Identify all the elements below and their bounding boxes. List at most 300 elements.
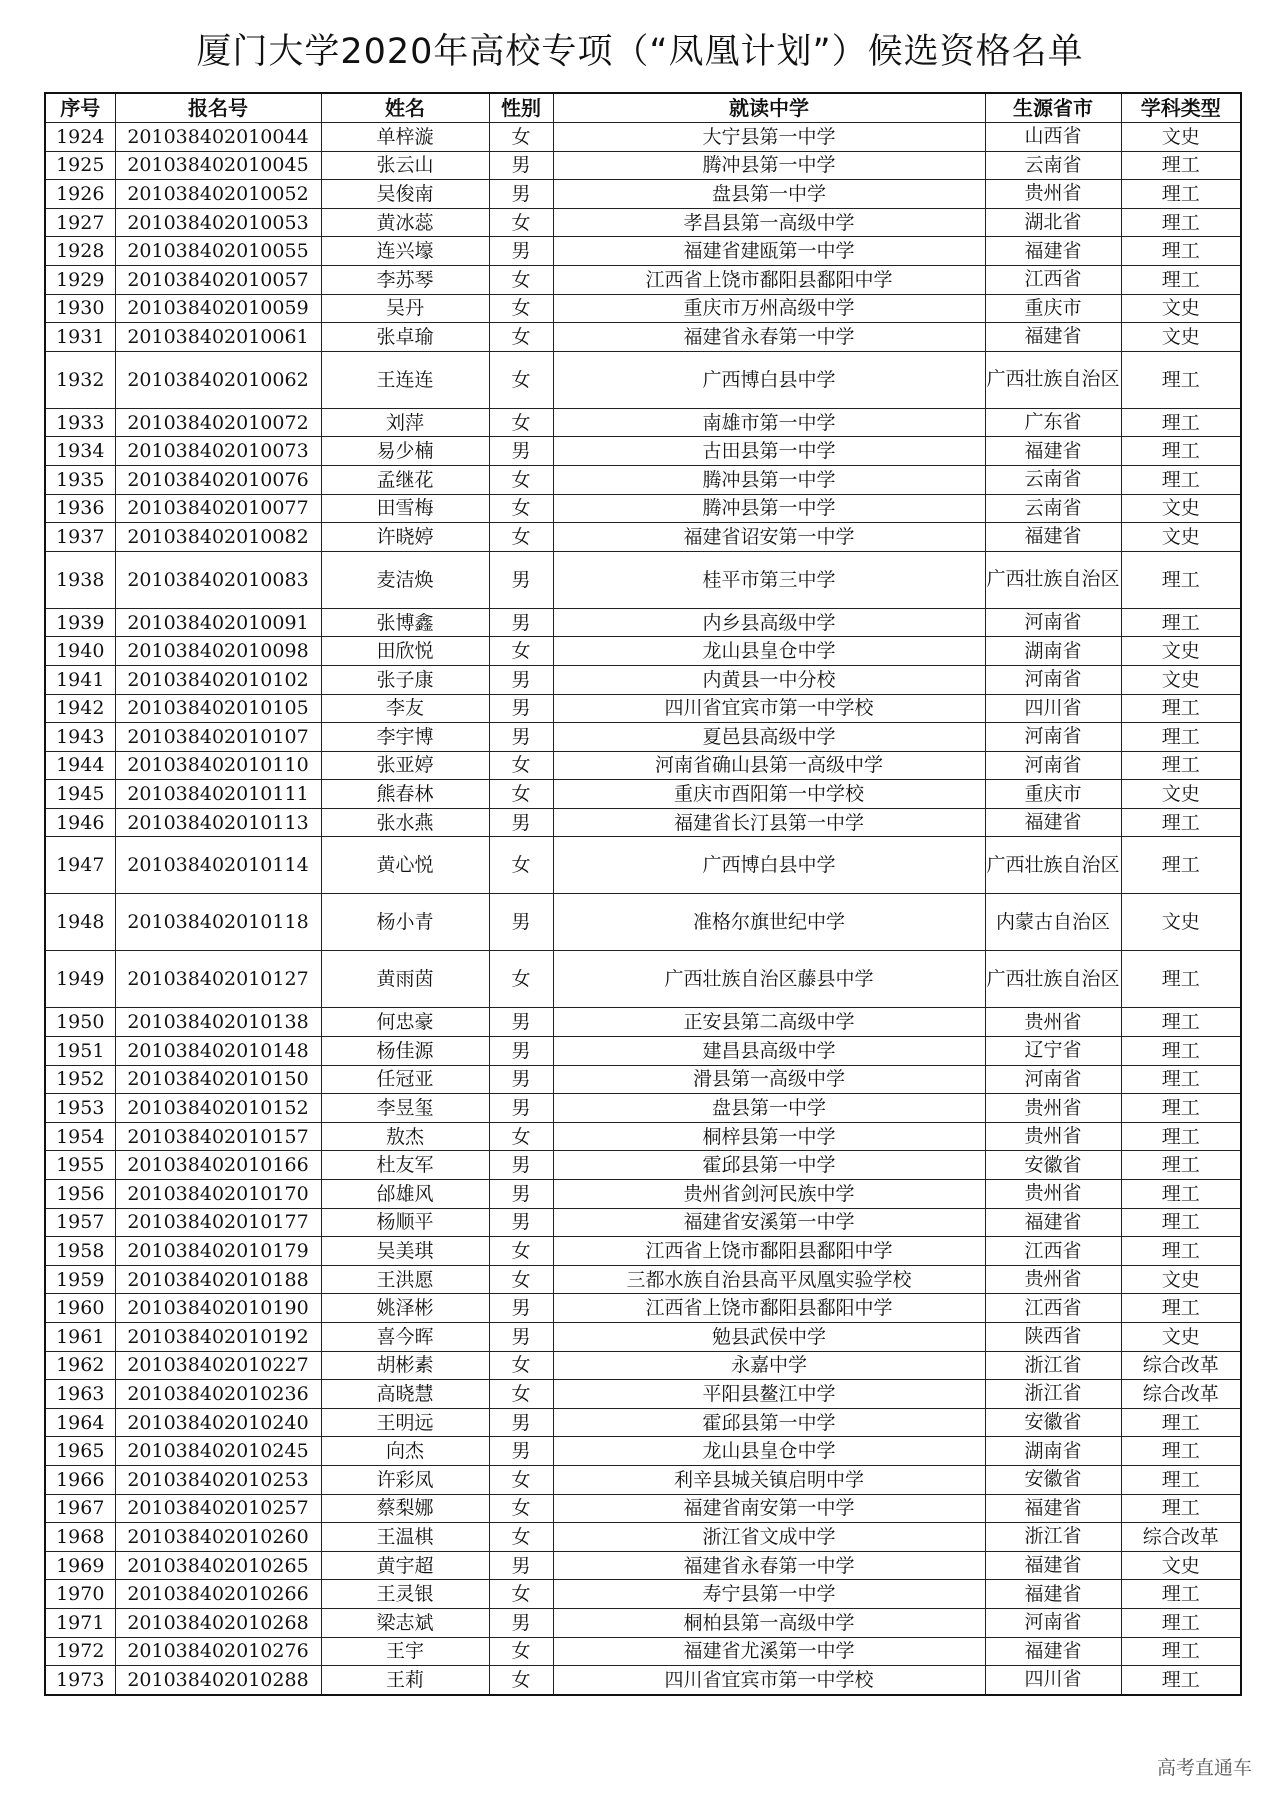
cell-gender: 男 — [489, 608, 553, 637]
cell-index: 1961 — [45, 1323, 115, 1352]
cell-province: 云南省 — [985, 151, 1121, 180]
cell-subject: 理工 — [1121, 1208, 1241, 1237]
table-row — [45, 837, 1241, 894]
cell-gender: 男 — [489, 1551, 553, 1580]
cell-province: 安徽省 — [985, 1408, 1121, 1437]
cell-school: 内乡县高级中学 — [553, 608, 985, 637]
table-row — [45, 1666, 1241, 1695]
cell-gender: 男 — [489, 694, 553, 723]
cell-name: 张云山 — [321, 151, 489, 180]
cell-gender: 女 — [489, 465, 553, 494]
cell-reg-no: 201038402010150 — [115, 1065, 321, 1094]
cell-gender: 女 — [489, 351, 553, 408]
cell-reg-no: 201038402010240 — [115, 1408, 321, 1437]
cell-gender: 男 — [489, 1151, 553, 1180]
table-row — [45, 723, 1241, 752]
col-header-subject: 学科类型 — [1121, 93, 1241, 123]
cell-name: 许晓婷 — [321, 523, 489, 552]
cell-school: 三都水族自治县高平凤凰实验学校 — [553, 1265, 985, 1294]
table-row — [45, 437, 1241, 466]
cell-index: 1934 — [45, 437, 115, 466]
cell-name: 单梓漩 — [321, 123, 489, 152]
cell-index: 1973 — [45, 1666, 115, 1695]
cell-school: 河南省确山县第一高级中学 — [553, 751, 985, 780]
cell-school: 龙山县皇仓中学 — [553, 1437, 985, 1466]
cell-name: 王连连 — [321, 351, 489, 408]
cell-school: 广西博白县中学 — [553, 351, 985, 408]
cell-reg-no: 201038402010111 — [115, 780, 321, 809]
cell-province: 河南省 — [985, 608, 1121, 637]
cell-gender: 女 — [489, 523, 553, 552]
table-row — [45, 1265, 1241, 1294]
table-row — [45, 323, 1241, 352]
cell-province: 贵州省 — [985, 1122, 1121, 1151]
cell-school: 桐柏县第一高级中学 — [553, 1608, 985, 1637]
cell-gender: 女 — [489, 951, 553, 1008]
cell-index: 1930 — [45, 294, 115, 323]
cell-index: 1971 — [45, 1608, 115, 1637]
cell-gender: 女 — [489, 1380, 553, 1409]
cell-province: 四川省 — [985, 1666, 1121, 1695]
cell-school: 腾冲县第一中学 — [553, 465, 985, 494]
cell-school: 四川省宜宾市第一中学校 — [553, 1666, 985, 1695]
cell-gender: 女 — [489, 1523, 553, 1552]
cell-reg-no: 201038402010288 — [115, 1666, 321, 1695]
cell-reg-no: 201038402010253 — [115, 1465, 321, 1494]
col-header-reg-no: 报名号 — [115, 93, 321, 123]
cell-province: 浙江省 — [985, 1380, 1121, 1409]
cell-name: 蔡梨娜 — [321, 1494, 489, 1523]
cell-subject: 文史 — [1121, 1265, 1241, 1294]
cell-province: 湖北省 — [985, 208, 1121, 237]
table-row — [45, 1465, 1241, 1494]
table-row — [45, 1008, 1241, 1037]
cell-subject: 文史 — [1121, 665, 1241, 694]
cell-school: 福建省安溪第一中学 — [553, 1208, 985, 1237]
cell-name: 黄宇超 — [321, 1551, 489, 1580]
cell-index: 1968 — [45, 1523, 115, 1552]
cell-school: 内黄县一中分校 — [553, 665, 985, 694]
cell-name: 杜友军 — [321, 1151, 489, 1180]
table-row — [45, 494, 1241, 523]
cell-reg-no: 201038402010057 — [115, 265, 321, 294]
cell-gender: 男 — [489, 1065, 553, 1094]
cell-school: 准格尔旗世纪中学 — [553, 894, 985, 951]
cell-reg-no: 201038402010072 — [115, 408, 321, 437]
cell-province: 福建省 — [985, 1494, 1121, 1523]
table-row — [45, 1380, 1241, 1409]
cell-subject: 理工 — [1121, 1122, 1241, 1151]
cell-subject: 文史 — [1121, 494, 1241, 523]
cell-index: 1953 — [45, 1094, 115, 1123]
cell-subject: 理工 — [1121, 608, 1241, 637]
cell-reg-no: 201038402010148 — [115, 1037, 321, 1066]
table-row — [45, 1208, 1241, 1237]
cell-reg-no: 201038402010152 — [115, 1094, 321, 1123]
cell-name: 黄雨茵 — [321, 951, 489, 1008]
cell-name: 张卓瑜 — [321, 323, 489, 352]
cell-reg-no: 201038402010266 — [115, 1580, 321, 1609]
cell-subject: 理工 — [1121, 551, 1241, 608]
cell-name: 张子康 — [321, 665, 489, 694]
cell-name: 张水燕 — [321, 808, 489, 837]
col-header-school: 就读中学 — [553, 93, 985, 123]
cell-index: 1926 — [45, 180, 115, 209]
cell-name: 熊春林 — [321, 780, 489, 809]
cell-province: 河南省 — [985, 665, 1121, 694]
cell-school: 利辛县城关镇启明中学 — [553, 1465, 985, 1494]
cell-province: 浙江省 — [985, 1351, 1121, 1380]
cell-index: 1969 — [45, 1551, 115, 1580]
cell-province: 重庆市 — [985, 780, 1121, 809]
cell-gender: 女 — [489, 1122, 553, 1151]
cell-province: 广西壮族自治区 — [985, 551, 1121, 608]
cell-index: 1933 — [45, 408, 115, 437]
cell-reg-no: 201038402010227 — [115, 1351, 321, 1380]
cell-gender: 男 — [489, 1323, 553, 1352]
cell-name: 黄冰蕊 — [321, 208, 489, 237]
cell-gender: 女 — [489, 208, 553, 237]
cell-reg-no: 201038402010105 — [115, 694, 321, 723]
cell-gender: 女 — [489, 1666, 553, 1695]
cell-school: 勉县武侯中学 — [553, 1323, 985, 1352]
cell-subject: 理工 — [1121, 1666, 1241, 1695]
cell-name: 王洪愿 — [321, 1265, 489, 1294]
table-row — [45, 408, 1241, 437]
cell-province: 内蒙古自治区 — [985, 894, 1121, 951]
cell-subject: 文史 — [1121, 523, 1241, 552]
cell-province: 陕西省 — [985, 1323, 1121, 1352]
cell-subject: 理工 — [1121, 408, 1241, 437]
cell-name: 吴美琪 — [321, 1237, 489, 1266]
cell-name: 李昱玺 — [321, 1094, 489, 1123]
cell-gender: 男 — [489, 808, 553, 837]
cell-name: 梁志斌 — [321, 1608, 489, 1637]
cell-index: 1924 — [45, 123, 115, 152]
cell-subject: 理工 — [1121, 237, 1241, 266]
cell-school: 福建省永春第一中学 — [553, 323, 985, 352]
cell-gender: 女 — [489, 265, 553, 294]
table-row — [45, 1351, 1241, 1380]
cell-index: 1963 — [45, 1380, 115, 1409]
cell-school: 福建省诏安第一中学 — [553, 523, 985, 552]
cell-gender: 男 — [489, 551, 553, 608]
table-row — [45, 1608, 1241, 1637]
cell-index: 1957 — [45, 1208, 115, 1237]
cell-school: 霍邱县第一中学 — [553, 1151, 985, 1180]
cell-gender: 男 — [489, 180, 553, 209]
cell-subject: 理工 — [1121, 208, 1241, 237]
watermark-text: 高考直通车 — [1156, 1757, 1252, 1779]
table-row — [45, 523, 1241, 552]
cell-index: 1938 — [45, 551, 115, 608]
cell-school: 古田县第一中学 — [553, 437, 985, 466]
cell-subject: 文史 — [1121, 637, 1241, 666]
cell-name: 何忠豪 — [321, 1008, 489, 1037]
cell-province: 贵州省 — [985, 1094, 1121, 1123]
cell-subject: 理工 — [1121, 1065, 1241, 1094]
cell-name: 敖杰 — [321, 1122, 489, 1151]
cell-subject: 理工 — [1121, 180, 1241, 209]
table-row — [45, 1580, 1241, 1609]
cell-name: 连兴壕 — [321, 237, 489, 266]
cell-school: 广西壮族自治区藤县中学 — [553, 951, 985, 1008]
cell-school: 南雄市第一中学 — [553, 408, 985, 437]
cell-name: 王明远 — [321, 1408, 489, 1437]
cell-gender: 女 — [489, 123, 553, 152]
cell-subject: 文史 — [1121, 294, 1241, 323]
table-row — [45, 151, 1241, 180]
cell-reg-no: 201038402010082 — [115, 523, 321, 552]
cell-reg-no: 201038402010107 — [115, 723, 321, 752]
cell-subject: 综合改革 — [1121, 1351, 1241, 1380]
table-row — [45, 1494, 1241, 1523]
cell-index: 1931 — [45, 323, 115, 352]
cell-name: 高晓慧 — [321, 1380, 489, 1409]
cell-index: 1956 — [45, 1180, 115, 1209]
cell-school: 福建省永春第一中学 — [553, 1551, 985, 1580]
cell-gender: 男 — [489, 1294, 553, 1323]
cell-subject: 理工 — [1121, 1580, 1241, 1609]
cell-reg-no: 201038402010257 — [115, 1494, 321, 1523]
cell-reg-no: 201038402010245 — [115, 1437, 321, 1466]
cell-school: 平阳县鳌江中学 — [553, 1380, 985, 1409]
page-title: 厦门大学2020年高校专项（“凤凰计划”）候选资格名单 — [196, 32, 1084, 72]
table-row — [45, 608, 1241, 637]
cell-reg-no: 201038402010052 — [115, 180, 321, 209]
table-row — [45, 237, 1241, 266]
cell-subject: 理工 — [1121, 837, 1241, 894]
cell-gender: 女 — [489, 1494, 553, 1523]
table-row — [45, 1551, 1241, 1580]
cell-school: 重庆市万州高级中学 — [553, 294, 985, 323]
cell-name: 喜今晖 — [321, 1323, 489, 1352]
table-row — [45, 637, 1241, 666]
cell-subject: 理工 — [1121, 723, 1241, 752]
cell-province: 湖南省 — [985, 637, 1121, 666]
table-row — [45, 1408, 1241, 1437]
cell-province: 福建省 — [985, 523, 1121, 552]
cell-name: 邰雄风 — [321, 1180, 489, 1209]
cell-province: 重庆市 — [985, 294, 1121, 323]
cell-reg-no: 201038402010045 — [115, 151, 321, 180]
cell-gender: 女 — [489, 1580, 553, 1609]
cell-province: 福建省 — [985, 437, 1121, 466]
cell-index: 1967 — [45, 1494, 115, 1523]
table-row — [45, 694, 1241, 723]
cell-province: 江西省 — [985, 265, 1121, 294]
cell-province: 贵州省 — [985, 1180, 1121, 1209]
cell-index: 1955 — [45, 1151, 115, 1180]
col-header-gender: 性别 — [489, 93, 553, 123]
cell-index: 1945 — [45, 780, 115, 809]
cell-subject: 文史 — [1121, 894, 1241, 951]
table-row — [45, 1065, 1241, 1094]
cell-gender: 女 — [489, 1351, 553, 1380]
cell-reg-no: 201038402010170 — [115, 1180, 321, 1209]
cell-name: 王温棋 — [321, 1523, 489, 1552]
cell-reg-no: 201038402010166 — [115, 1151, 321, 1180]
cell-province: 福建省 — [985, 1580, 1121, 1609]
cell-name: 王莉 — [321, 1666, 489, 1695]
cell-school: 重庆市酉阳第一中学校 — [553, 780, 985, 809]
cell-index: 1928 — [45, 237, 115, 266]
cell-name: 吴俊南 — [321, 180, 489, 209]
cell-school: 江西省上饶市鄱阳县鄱阳中学 — [553, 1237, 985, 1266]
cell-province: 四川省 — [985, 694, 1121, 723]
cell-school: 孝昌县第一高级中学 — [553, 208, 985, 237]
cell-school: 福建省尤溪第一中学 — [553, 1637, 985, 1666]
cell-reg-no: 201038402010073 — [115, 437, 321, 466]
cell-reg-no: 201038402010265 — [115, 1551, 321, 1580]
cell-subject: 理工 — [1121, 351, 1241, 408]
cell-gender: 男 — [489, 665, 553, 694]
cell-name: 王灵银 — [321, 1580, 489, 1609]
cell-school: 建昌县高级中学 — [553, 1037, 985, 1066]
table-row — [45, 780, 1241, 809]
cell-subject: 理工 — [1121, 1465, 1241, 1494]
cell-school: 正安县第二高级中学 — [553, 1008, 985, 1037]
cell-province: 福建省 — [985, 1551, 1121, 1580]
cell-reg-no: 201038402010113 — [115, 808, 321, 837]
cell-reg-no: 201038402010062 — [115, 351, 321, 408]
table-row — [45, 1323, 1241, 1352]
cell-gender: 男 — [489, 1094, 553, 1123]
cell-index: 1950 — [45, 1008, 115, 1037]
cell-reg-no: 201038402010127 — [115, 951, 321, 1008]
cell-province: 河南省 — [985, 751, 1121, 780]
col-header-province: 生源省市 — [985, 93, 1121, 123]
cell-gender: 男 — [489, 437, 553, 466]
cell-province: 云南省 — [985, 465, 1121, 494]
cell-province: 福建省 — [985, 808, 1121, 837]
cell-reg-no: 201038402010091 — [115, 608, 321, 637]
cell-reg-no: 201038402010118 — [115, 894, 321, 951]
cell-gender: 男 — [489, 1180, 553, 1209]
cell-index: 1942 — [45, 694, 115, 723]
table-row — [45, 1122, 1241, 1151]
cell-school: 江西省上饶市鄱阳县鄱阳中学 — [553, 265, 985, 294]
cell-gender: 女 — [489, 494, 553, 523]
cell-province: 广东省 — [985, 408, 1121, 437]
cell-school: 桐梓县第一中学 — [553, 1122, 985, 1151]
cell-subject: 文史 — [1121, 1323, 1241, 1352]
cell-name: 刘萍 — [321, 408, 489, 437]
cell-name: 孟继花 — [321, 465, 489, 494]
cell-province: 广西壮族自治区 — [985, 951, 1121, 1008]
table-row — [45, 208, 1241, 237]
cell-subject: 文史 — [1121, 1551, 1241, 1580]
cell-province: 贵州省 — [985, 180, 1121, 209]
cell-reg-no: 201038402010190 — [115, 1294, 321, 1323]
cell-school: 盘县第一中学 — [553, 1094, 985, 1123]
cell-school: 贵州省剑河民族中学 — [553, 1180, 985, 1209]
cell-gender: 男 — [489, 894, 553, 951]
cell-name: 李苏琴 — [321, 265, 489, 294]
cell-province: 河南省 — [985, 1608, 1121, 1637]
cell-gender: 男 — [489, 1037, 553, 1066]
cell-school: 腾冲县第一中学 — [553, 494, 985, 523]
cell-school: 福建省长汀县第一中学 — [553, 808, 985, 837]
cell-reg-no: 201038402010157 — [115, 1122, 321, 1151]
cell-index: 1954 — [45, 1122, 115, 1151]
cell-gender: 女 — [489, 408, 553, 437]
candidate-table — [44, 92, 1242, 1696]
cell-subject: 理工 — [1121, 1037, 1241, 1066]
cell-reg-no: 201038402010102 — [115, 665, 321, 694]
cell-school: 福建省建瓯第一中学 — [553, 237, 985, 266]
cell-reg-no: 201038402010076 — [115, 465, 321, 494]
cell-province: 广西壮族自治区 — [985, 837, 1121, 894]
cell-name: 向杰 — [321, 1437, 489, 1466]
table-row — [45, 465, 1241, 494]
cell-index: 1951 — [45, 1037, 115, 1066]
cell-name: 田欣悦 — [321, 637, 489, 666]
cell-name: 张亚婷 — [321, 751, 489, 780]
cell-reg-no: 201038402010177 — [115, 1208, 321, 1237]
cell-index: 1948 — [45, 894, 115, 951]
cell-province: 安徽省 — [985, 1151, 1121, 1180]
cell-index: 1935 — [45, 465, 115, 494]
cell-index: 1937 — [45, 523, 115, 552]
cell-name: 杨佳源 — [321, 1037, 489, 1066]
cell-index: 1940 — [45, 637, 115, 666]
cell-name: 李友 — [321, 694, 489, 723]
cell-province: 山西省 — [985, 123, 1121, 152]
cell-school: 寿宁县第一中学 — [553, 1580, 985, 1609]
table-row — [45, 351, 1241, 408]
cell-gender: 女 — [489, 751, 553, 780]
table-row — [45, 1437, 1241, 1466]
cell-reg-no: 201038402010260 — [115, 1523, 321, 1552]
cell-school: 桂平市第三中学 — [553, 551, 985, 608]
table-row — [45, 665, 1241, 694]
table-row — [45, 265, 1241, 294]
cell-index: 1949 — [45, 951, 115, 1008]
cell-province: 河南省 — [985, 1065, 1121, 1094]
cell-school: 浙江省文成中学 — [553, 1523, 985, 1552]
cell-name: 张博鑫 — [321, 608, 489, 637]
cell-reg-no: 201038402010114 — [115, 837, 321, 894]
cell-gender: 男 — [489, 723, 553, 752]
cell-subject: 理工 — [1121, 1008, 1241, 1037]
cell-reg-no: 201038402010236 — [115, 1380, 321, 1409]
cell-gender: 男 — [489, 237, 553, 266]
cell-gender: 女 — [489, 637, 553, 666]
cell-subject: 理工 — [1121, 1608, 1241, 1637]
cell-province: 贵州省 — [985, 1265, 1121, 1294]
table-row — [45, 1237, 1241, 1266]
cell-subject: 理工 — [1121, 1637, 1241, 1666]
cell-school: 盘县第一中学 — [553, 180, 985, 209]
cell-province: 辽宁省 — [985, 1037, 1121, 1066]
cell-school: 龙山县皇仓中学 — [553, 637, 985, 666]
cell-index: 1959 — [45, 1265, 115, 1294]
cell-gender: 女 — [489, 1265, 553, 1294]
cell-subject: 理工 — [1121, 1180, 1241, 1209]
cell-name: 黄心悦 — [321, 837, 489, 894]
cell-reg-no: 201038402010179 — [115, 1237, 321, 1266]
cell-name: 姚泽彬 — [321, 1294, 489, 1323]
cell-school: 福建省南安第一中学 — [553, 1494, 985, 1523]
table-row — [45, 808, 1241, 837]
cell-index: 1958 — [45, 1237, 115, 1266]
cell-reg-no: 201038402010268 — [115, 1608, 321, 1637]
cell-index: 1925 — [45, 151, 115, 180]
cell-reg-no: 201038402010053 — [115, 208, 321, 237]
cell-province: 贵州省 — [985, 1008, 1121, 1037]
cell-index: 1952 — [45, 1065, 115, 1094]
